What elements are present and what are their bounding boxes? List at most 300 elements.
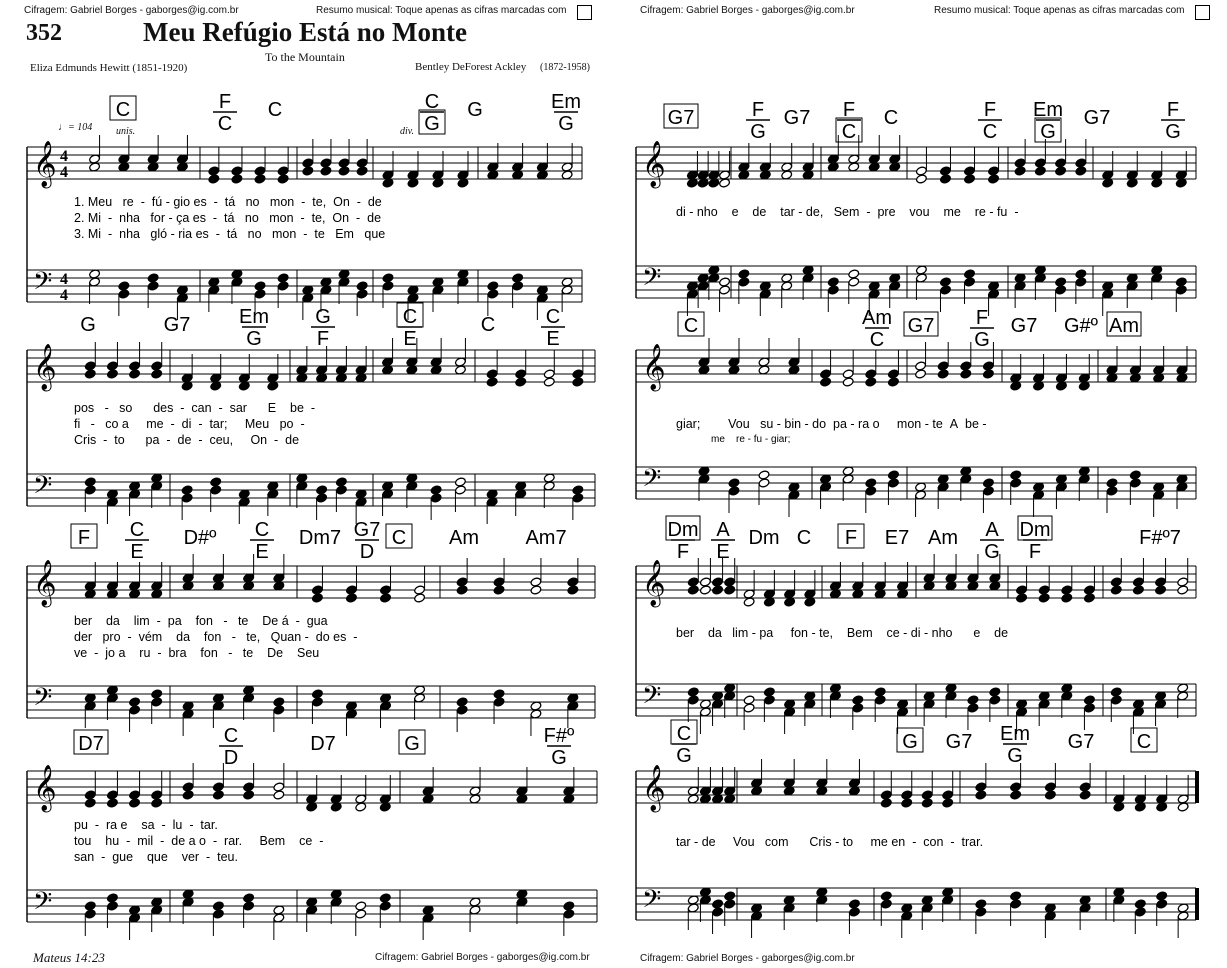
note-head xyxy=(724,585,736,595)
note-head xyxy=(84,369,96,379)
note-head xyxy=(848,269,860,279)
note-head xyxy=(382,281,394,291)
chord-symbol-bass: E xyxy=(130,541,144,563)
chord-symbol-bass: G xyxy=(424,113,440,135)
note-head xyxy=(940,285,952,295)
header-credit-left: Cifragem: Gabriel Borges - gaborges@ig.com.br xyxy=(24,5,239,16)
note-head xyxy=(208,166,220,176)
note-head xyxy=(989,687,1001,697)
note-head xyxy=(231,174,243,184)
note-head xyxy=(338,166,350,176)
note-head xyxy=(273,790,285,800)
chord-symbol-top: G xyxy=(315,306,331,328)
bass-clef: 𝄢 xyxy=(642,263,662,298)
note-head xyxy=(728,486,740,496)
treble-clef: 𝄞 xyxy=(642,765,666,811)
note-head xyxy=(738,269,750,279)
note-head xyxy=(316,485,328,495)
note-head xyxy=(456,577,468,587)
note-head xyxy=(1044,782,1056,792)
note-head xyxy=(1175,285,1187,295)
note-head xyxy=(982,361,994,371)
note-head xyxy=(1034,166,1046,176)
note-head xyxy=(277,166,289,176)
note-head xyxy=(915,361,927,371)
note-head xyxy=(687,695,699,705)
bass-clef: 𝄢 xyxy=(33,887,53,922)
note-head xyxy=(887,377,899,387)
note-head xyxy=(515,377,527,387)
chord-symbol-bass: G xyxy=(1007,745,1023,767)
chord-symbol: D7 xyxy=(78,733,104,755)
note-head xyxy=(355,901,367,911)
chord-symbol: E7 xyxy=(884,527,910,549)
note-head xyxy=(1061,593,1073,603)
note-head xyxy=(456,697,468,707)
note-head xyxy=(982,478,994,488)
chord-symbol: F xyxy=(77,527,91,549)
note-head xyxy=(311,697,323,707)
note-head xyxy=(493,697,505,707)
chord-symbol: G xyxy=(80,314,96,336)
note-head xyxy=(880,891,892,901)
note-head xyxy=(1010,899,1022,909)
note-head xyxy=(728,478,740,488)
lyric-line: 1. Meu re - fú - gio es - tá no mon - te, On - de xyxy=(74,195,382,209)
lyric-line: Cris - to pa - de - ceu, On - de xyxy=(74,433,300,447)
chord-symbol-top: F xyxy=(218,91,232,113)
note-head xyxy=(1055,166,1067,176)
note-head xyxy=(1129,478,1141,488)
bass-clef: 𝄢 xyxy=(642,681,662,716)
chord-symbol: C xyxy=(267,99,283,121)
note-head xyxy=(982,486,994,496)
chord-symbol-top: C xyxy=(129,519,145,541)
lyric-line: tar - de Vou com Cris - to me en - con - trar. xyxy=(676,835,984,849)
note-head xyxy=(487,281,499,291)
note-head xyxy=(151,697,163,707)
note-head xyxy=(1177,585,1189,595)
note-head xyxy=(982,369,994,379)
chord-symbol-top: C xyxy=(223,725,239,747)
chord-symbol-top: Em xyxy=(239,306,269,328)
lyric-line: san - gue que ver - teu. xyxy=(74,850,238,864)
note-head xyxy=(874,687,886,697)
note-head xyxy=(380,593,392,603)
lyric-line: ber da lim - pa fon - te, Bem ce - di - nho e de xyxy=(676,626,1009,640)
note-head xyxy=(487,289,499,299)
note-head xyxy=(379,901,391,911)
note-head xyxy=(129,697,141,707)
note-head xyxy=(887,369,899,379)
chord-symbol: C xyxy=(115,99,131,121)
note-head xyxy=(942,798,954,808)
chord-symbol-bass: D xyxy=(359,541,375,563)
chord-symbol-top: Em xyxy=(551,91,581,113)
note-head xyxy=(827,277,839,287)
note-head xyxy=(210,485,222,495)
chord-symbol: D#º xyxy=(183,527,217,549)
note-head xyxy=(335,485,347,495)
chord-symbol-bass: E xyxy=(403,328,417,350)
treble-clef: 𝄞 xyxy=(642,141,666,187)
note-head xyxy=(865,369,877,379)
note-head xyxy=(106,893,118,903)
final-barline xyxy=(1195,771,1199,803)
note-head xyxy=(988,166,1000,176)
lyric-line: pos - so des - can - sar E be - xyxy=(74,401,316,415)
chord-symbol: C xyxy=(883,107,899,129)
note-head xyxy=(937,361,949,371)
unis-mark: unis. xyxy=(116,126,136,137)
treble-clef: 𝄞 xyxy=(33,141,57,187)
chord-symbol-top: C xyxy=(545,306,561,328)
note-head xyxy=(719,285,731,295)
note-head xyxy=(106,361,118,371)
note-head xyxy=(129,369,141,379)
note-head xyxy=(106,369,118,379)
note-head xyxy=(311,689,323,699)
note-head xyxy=(572,377,584,387)
note-head xyxy=(563,901,575,911)
chord-symbol-bass: G xyxy=(1040,121,1056,143)
chord-symbol-bass: F xyxy=(676,541,690,563)
note-head xyxy=(1134,907,1146,917)
note-head xyxy=(852,695,864,705)
note-head xyxy=(842,377,854,387)
note-head xyxy=(848,277,860,287)
lyric-line: me re - fu - giar; xyxy=(711,434,791,445)
note-head xyxy=(456,585,468,595)
chord-symbol: Am xyxy=(449,527,479,549)
note-head xyxy=(382,273,394,283)
chord-symbol: G7 xyxy=(945,731,973,753)
chord-symbol: Am xyxy=(928,527,958,549)
chord-symbol: G xyxy=(902,731,918,753)
note-head xyxy=(493,577,505,587)
chord-symbol-top: F xyxy=(751,99,765,121)
chord-symbol-top: F xyxy=(983,99,997,121)
note-head xyxy=(212,901,224,911)
note-head xyxy=(414,593,426,603)
note-head xyxy=(243,901,255,911)
chord-symbol-bass: E xyxy=(546,328,560,350)
chord-symbol-top: C xyxy=(254,519,270,541)
chord-symbol-bass: E xyxy=(716,541,730,563)
note-head xyxy=(512,281,524,291)
composer: Bentley DeForest Ackley xyxy=(415,61,527,73)
note-head xyxy=(915,174,927,184)
note-head xyxy=(1083,585,1095,595)
chord-symbol: Dm xyxy=(748,527,780,549)
note-head xyxy=(277,174,289,184)
note-head xyxy=(84,909,96,919)
note-head xyxy=(118,289,130,299)
note-head xyxy=(724,577,736,587)
chord-symbol-top: C xyxy=(402,306,418,328)
note-head xyxy=(964,174,976,184)
chord-symbol-top: F#º xyxy=(543,725,575,747)
note-head xyxy=(356,166,368,176)
note-head xyxy=(493,689,505,699)
treble-clef: 𝄞 xyxy=(33,765,57,811)
lyric-line: 3. Mi - nha gló - ria es - tá no mon - te Em que xyxy=(74,227,386,241)
chord-symbol-top: A xyxy=(985,519,999,541)
note-head xyxy=(887,478,899,488)
note-head xyxy=(84,798,96,808)
chord-symbol-bass: E xyxy=(255,541,269,563)
note-head xyxy=(1055,277,1067,287)
note-head xyxy=(572,485,584,495)
chord-symbol: G xyxy=(404,733,420,755)
time-signature: 4 xyxy=(60,148,68,165)
note-head xyxy=(273,782,285,792)
chord-symbol: G7 xyxy=(1067,731,1095,753)
note-head xyxy=(572,493,584,503)
note-head xyxy=(1110,687,1122,697)
note-head xyxy=(967,695,979,705)
note-head xyxy=(1010,782,1022,792)
note-head xyxy=(231,166,243,176)
note-head xyxy=(515,369,527,379)
chord-symbol-top: Am xyxy=(862,307,892,329)
note-head xyxy=(967,703,979,713)
chord-symbol-bass: C xyxy=(982,121,998,143)
note-head xyxy=(530,585,542,595)
note-head xyxy=(743,695,755,705)
note-head xyxy=(724,899,736,909)
note-head xyxy=(975,907,987,917)
note-head xyxy=(848,899,860,909)
chord-symbol-bass: G xyxy=(974,329,990,351)
note-head xyxy=(1132,577,1144,587)
note-head xyxy=(430,485,442,495)
note-head xyxy=(277,273,289,283)
note-head xyxy=(486,377,498,387)
note-head xyxy=(512,273,524,283)
chord-symbol: C xyxy=(391,527,407,549)
note-head xyxy=(355,909,367,919)
bass-clef: 𝄢 xyxy=(33,267,53,302)
note-head xyxy=(1061,585,1073,595)
note-head xyxy=(1106,478,1118,488)
song-subtitle: To the Mountain xyxy=(265,50,345,64)
note-head xyxy=(865,377,877,387)
note-head xyxy=(964,269,976,279)
note-head xyxy=(302,166,314,176)
note-head xyxy=(84,361,96,371)
note-head xyxy=(901,790,913,800)
note-head xyxy=(699,577,711,587)
note-head xyxy=(356,158,368,168)
note-head xyxy=(1016,593,1028,603)
note-head xyxy=(567,585,579,595)
note-head xyxy=(1014,158,1026,168)
note-head xyxy=(129,361,141,371)
note-head xyxy=(1038,585,1050,595)
chord-symbol: G#º xyxy=(1064,315,1098,337)
chord-symbol-bass: G xyxy=(246,328,262,350)
lyric-line: tou hu - mil - de a o - rar. Bem ce - xyxy=(74,834,324,848)
note-head xyxy=(1010,478,1022,488)
note-head xyxy=(712,907,724,917)
note-head xyxy=(687,687,699,697)
lyric-line: fi - co a me - di - tar; Meu po - xyxy=(74,417,305,431)
note-head xyxy=(988,174,1000,184)
chord-symbol-bass: G xyxy=(551,747,567,769)
chord-symbol-top: G7 xyxy=(353,519,381,541)
note-head xyxy=(208,174,220,184)
note-head xyxy=(273,705,285,715)
note-head xyxy=(964,166,976,176)
note-head xyxy=(346,585,358,595)
note-head xyxy=(129,790,141,800)
note-head xyxy=(738,277,750,287)
note-head xyxy=(212,790,224,800)
note-head xyxy=(493,585,505,595)
note-head xyxy=(311,585,323,595)
note-head xyxy=(743,703,755,713)
note-head xyxy=(712,899,724,909)
final-barline xyxy=(1195,888,1199,920)
note-head xyxy=(1132,585,1144,595)
header-summary-right: Resumo musical: Toque apenas as cifras marcadas com xyxy=(934,5,1185,16)
note-head xyxy=(147,273,159,283)
note-head xyxy=(874,695,886,705)
note-head xyxy=(379,893,391,903)
chord-symbol-bass: G xyxy=(984,541,1000,563)
chord-symbol: Am7 xyxy=(525,527,567,549)
treble-clef: 𝄞 xyxy=(642,560,666,606)
note-head xyxy=(1079,782,1091,792)
note-head xyxy=(975,782,987,792)
treble-clef: 𝄞 xyxy=(642,344,666,390)
note-head xyxy=(989,695,1001,705)
note-head xyxy=(880,798,892,808)
chord-symbol: F xyxy=(844,527,858,549)
note-head xyxy=(129,798,141,808)
lyric-line: der pro - vém da fon - te, Quan - do es - xyxy=(74,630,358,644)
chord-symbol: Dm7 xyxy=(298,527,342,549)
note-head xyxy=(530,577,542,587)
note-head xyxy=(1175,277,1187,287)
note-head xyxy=(1010,470,1022,480)
note-head xyxy=(1106,486,1118,496)
note-head xyxy=(454,485,466,495)
bass-clef: 𝄢 xyxy=(642,464,662,499)
note-head xyxy=(254,166,266,176)
note-head xyxy=(865,478,877,488)
chord-symbol-top: A xyxy=(716,519,730,541)
note-head xyxy=(1038,593,1050,603)
note-head xyxy=(151,790,163,800)
note-head xyxy=(567,577,579,587)
chord-symbol-bass: D xyxy=(223,747,239,769)
note-head xyxy=(338,158,350,168)
note-head xyxy=(940,166,952,176)
note-head xyxy=(543,369,555,379)
note-head xyxy=(852,703,864,713)
note-head xyxy=(380,585,392,595)
note-head xyxy=(1034,158,1046,168)
note-head xyxy=(842,369,854,379)
header-summary-left: Resumo musical: Toque apenas as cifras marcadas com xyxy=(316,5,567,16)
note-head xyxy=(181,485,193,495)
note-head xyxy=(1155,585,1167,595)
chord-symbol-top: F xyxy=(842,99,856,121)
note-head xyxy=(712,585,724,595)
note-head xyxy=(356,289,368,299)
footer-credit-left: Cifragem: Gabriel Borges - gaborges@ig.com.br xyxy=(375,952,590,963)
note-head xyxy=(1110,695,1122,705)
note-head xyxy=(210,477,222,487)
note-head xyxy=(1010,790,1022,800)
note-head xyxy=(820,369,832,379)
note-head xyxy=(311,593,323,603)
note-head xyxy=(1075,166,1087,176)
chord-symbol: C xyxy=(480,314,496,336)
note-head xyxy=(865,486,877,496)
chord-symbol: Am xyxy=(1109,315,1139,337)
note-head xyxy=(277,281,289,291)
chord-symbol-top: F xyxy=(975,307,989,329)
note-head xyxy=(243,790,255,800)
note-head xyxy=(106,798,118,808)
bass-clef: 𝄢 xyxy=(33,471,53,506)
note-head xyxy=(942,790,954,800)
note-head xyxy=(151,689,163,699)
note-head xyxy=(940,174,952,184)
chord-symbol-bass: G xyxy=(1165,121,1181,143)
chord-symbol: C xyxy=(796,527,812,549)
lyricist: Eliza Edmunds Hewitt (1851-1920) xyxy=(30,62,188,74)
note-head xyxy=(1075,269,1087,279)
note-head xyxy=(758,470,770,480)
note-head xyxy=(763,695,775,705)
note-head xyxy=(320,158,332,168)
note-head xyxy=(302,158,314,168)
note-head xyxy=(454,477,466,487)
note-head xyxy=(182,790,194,800)
chord-symbol-bass: F xyxy=(1028,541,1042,563)
note-head xyxy=(1155,577,1167,587)
song-title: Meu Refúgio Está no Monte xyxy=(143,17,467,47)
note-head xyxy=(254,174,266,184)
note-head xyxy=(1134,899,1146,909)
chord-symbol: D7 xyxy=(310,733,336,755)
note-head xyxy=(212,782,224,792)
note-head xyxy=(273,697,285,707)
note-head xyxy=(129,705,141,715)
chord-symbol-bass: F xyxy=(316,328,330,350)
note-head xyxy=(316,493,328,503)
note-head xyxy=(1110,585,1122,595)
chord-symbol-top: C xyxy=(424,91,440,113)
note-head xyxy=(1014,166,1026,176)
note-head xyxy=(687,577,699,587)
note-head xyxy=(1083,695,1095,705)
note-head xyxy=(212,909,224,919)
note-head xyxy=(254,281,266,291)
chord-symbol: G7 xyxy=(907,315,935,337)
note-head xyxy=(964,277,976,287)
note-head xyxy=(1055,158,1067,168)
chord-symbol: G xyxy=(467,99,483,121)
chord-symbol: G7 xyxy=(783,107,811,129)
chord-symbol-top: Em xyxy=(1000,723,1030,745)
note-head xyxy=(151,361,163,371)
note-head xyxy=(1055,285,1067,295)
